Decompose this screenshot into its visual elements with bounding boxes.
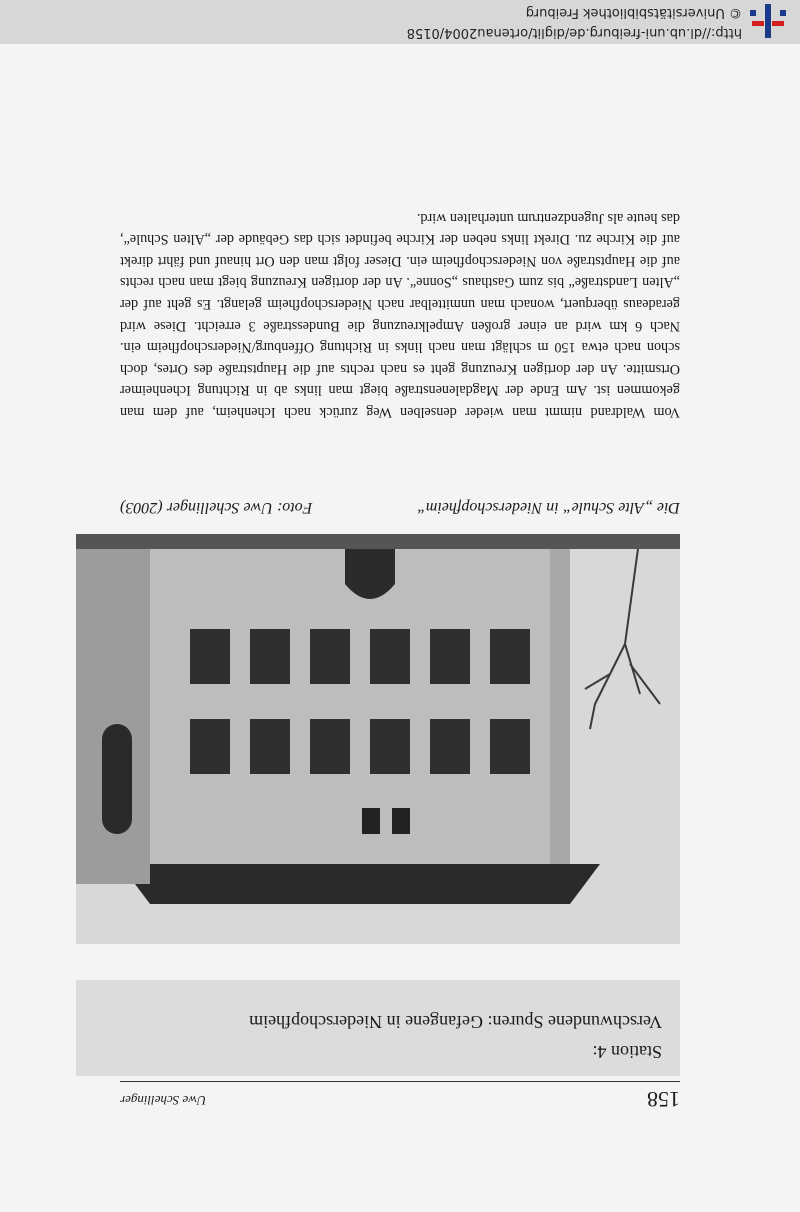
station-label: Station 4:	[592, 1042, 662, 1062]
copyright-text: © Universitätsbibliothek Freiburg	[525, 5, 742, 20]
body-paragraph: Vom Waldrand nimmt man wieder denselben Weg zurück nach Ichenheim, auf dem man gekommen ist. Am Ende der Magdalenenstraße biegt man links ab in Richtung Ichenheimer Ortsmitte. An der dortigen Kreuzung geht es nach rechts auf die Hauptstraße des Ortes, doch schon nach etwa 150 m schlägt man nach links in Richtung Offenburg/Niederschopfheim ein. Nach 6 km wird an einer großen Ampelkreuzung die Bundesstraße 3 erreicht. Diese wird geradeaus überquert, wonach man unmittelbar nach Niederschopfheim gelangt. Es geht auf der „Alten Landstraße“ bis zum Gasthaus „Sonne“. An der dortigen Kreuzung biegt man nach rechts auf die Hauptstraße von Niederschopfheim ein. Dieser folgt man den Ort hinauf und fährt direkt auf die Kirche zu. Direkt links neben der Kirche befindet sich das Gebäude der „Alten Schule“, das heute als Jugendzentrum unterhalten wird.	[120, 209, 680, 420]
building-photo-illustration	[76, 534, 680, 944]
photo-alte-schule	[76, 534, 680, 944]
university-logo-icon	[748, 4, 788, 38]
viewer-bar	[0, 0, 800, 44]
station-title: Verschwundene Spuren: Gefangene in Niederschopfheim	[249, 1012, 662, 1032]
header-rule	[120, 1081, 680, 1082]
station-heading-box	[76, 980, 680, 1076]
caption-text: Die „Alte Schule“ in Niederschopfheim“	[416, 499, 680, 516]
photo-caption	[120, 498, 680, 516]
page-number: 158	[647, 1087, 680, 1112]
photo-credit: Foto: Uwe Schellinger (2003)	[120, 499, 313, 516]
document-page	[0, 44, 800, 1212]
page-url-link[interactable]: http://dl.ub.uni-freiburg.de/diglit/ortenau2004/0158	[406, 25, 742, 40]
running-head-author: Uwe Schellinger	[120, 1093, 207, 1108]
